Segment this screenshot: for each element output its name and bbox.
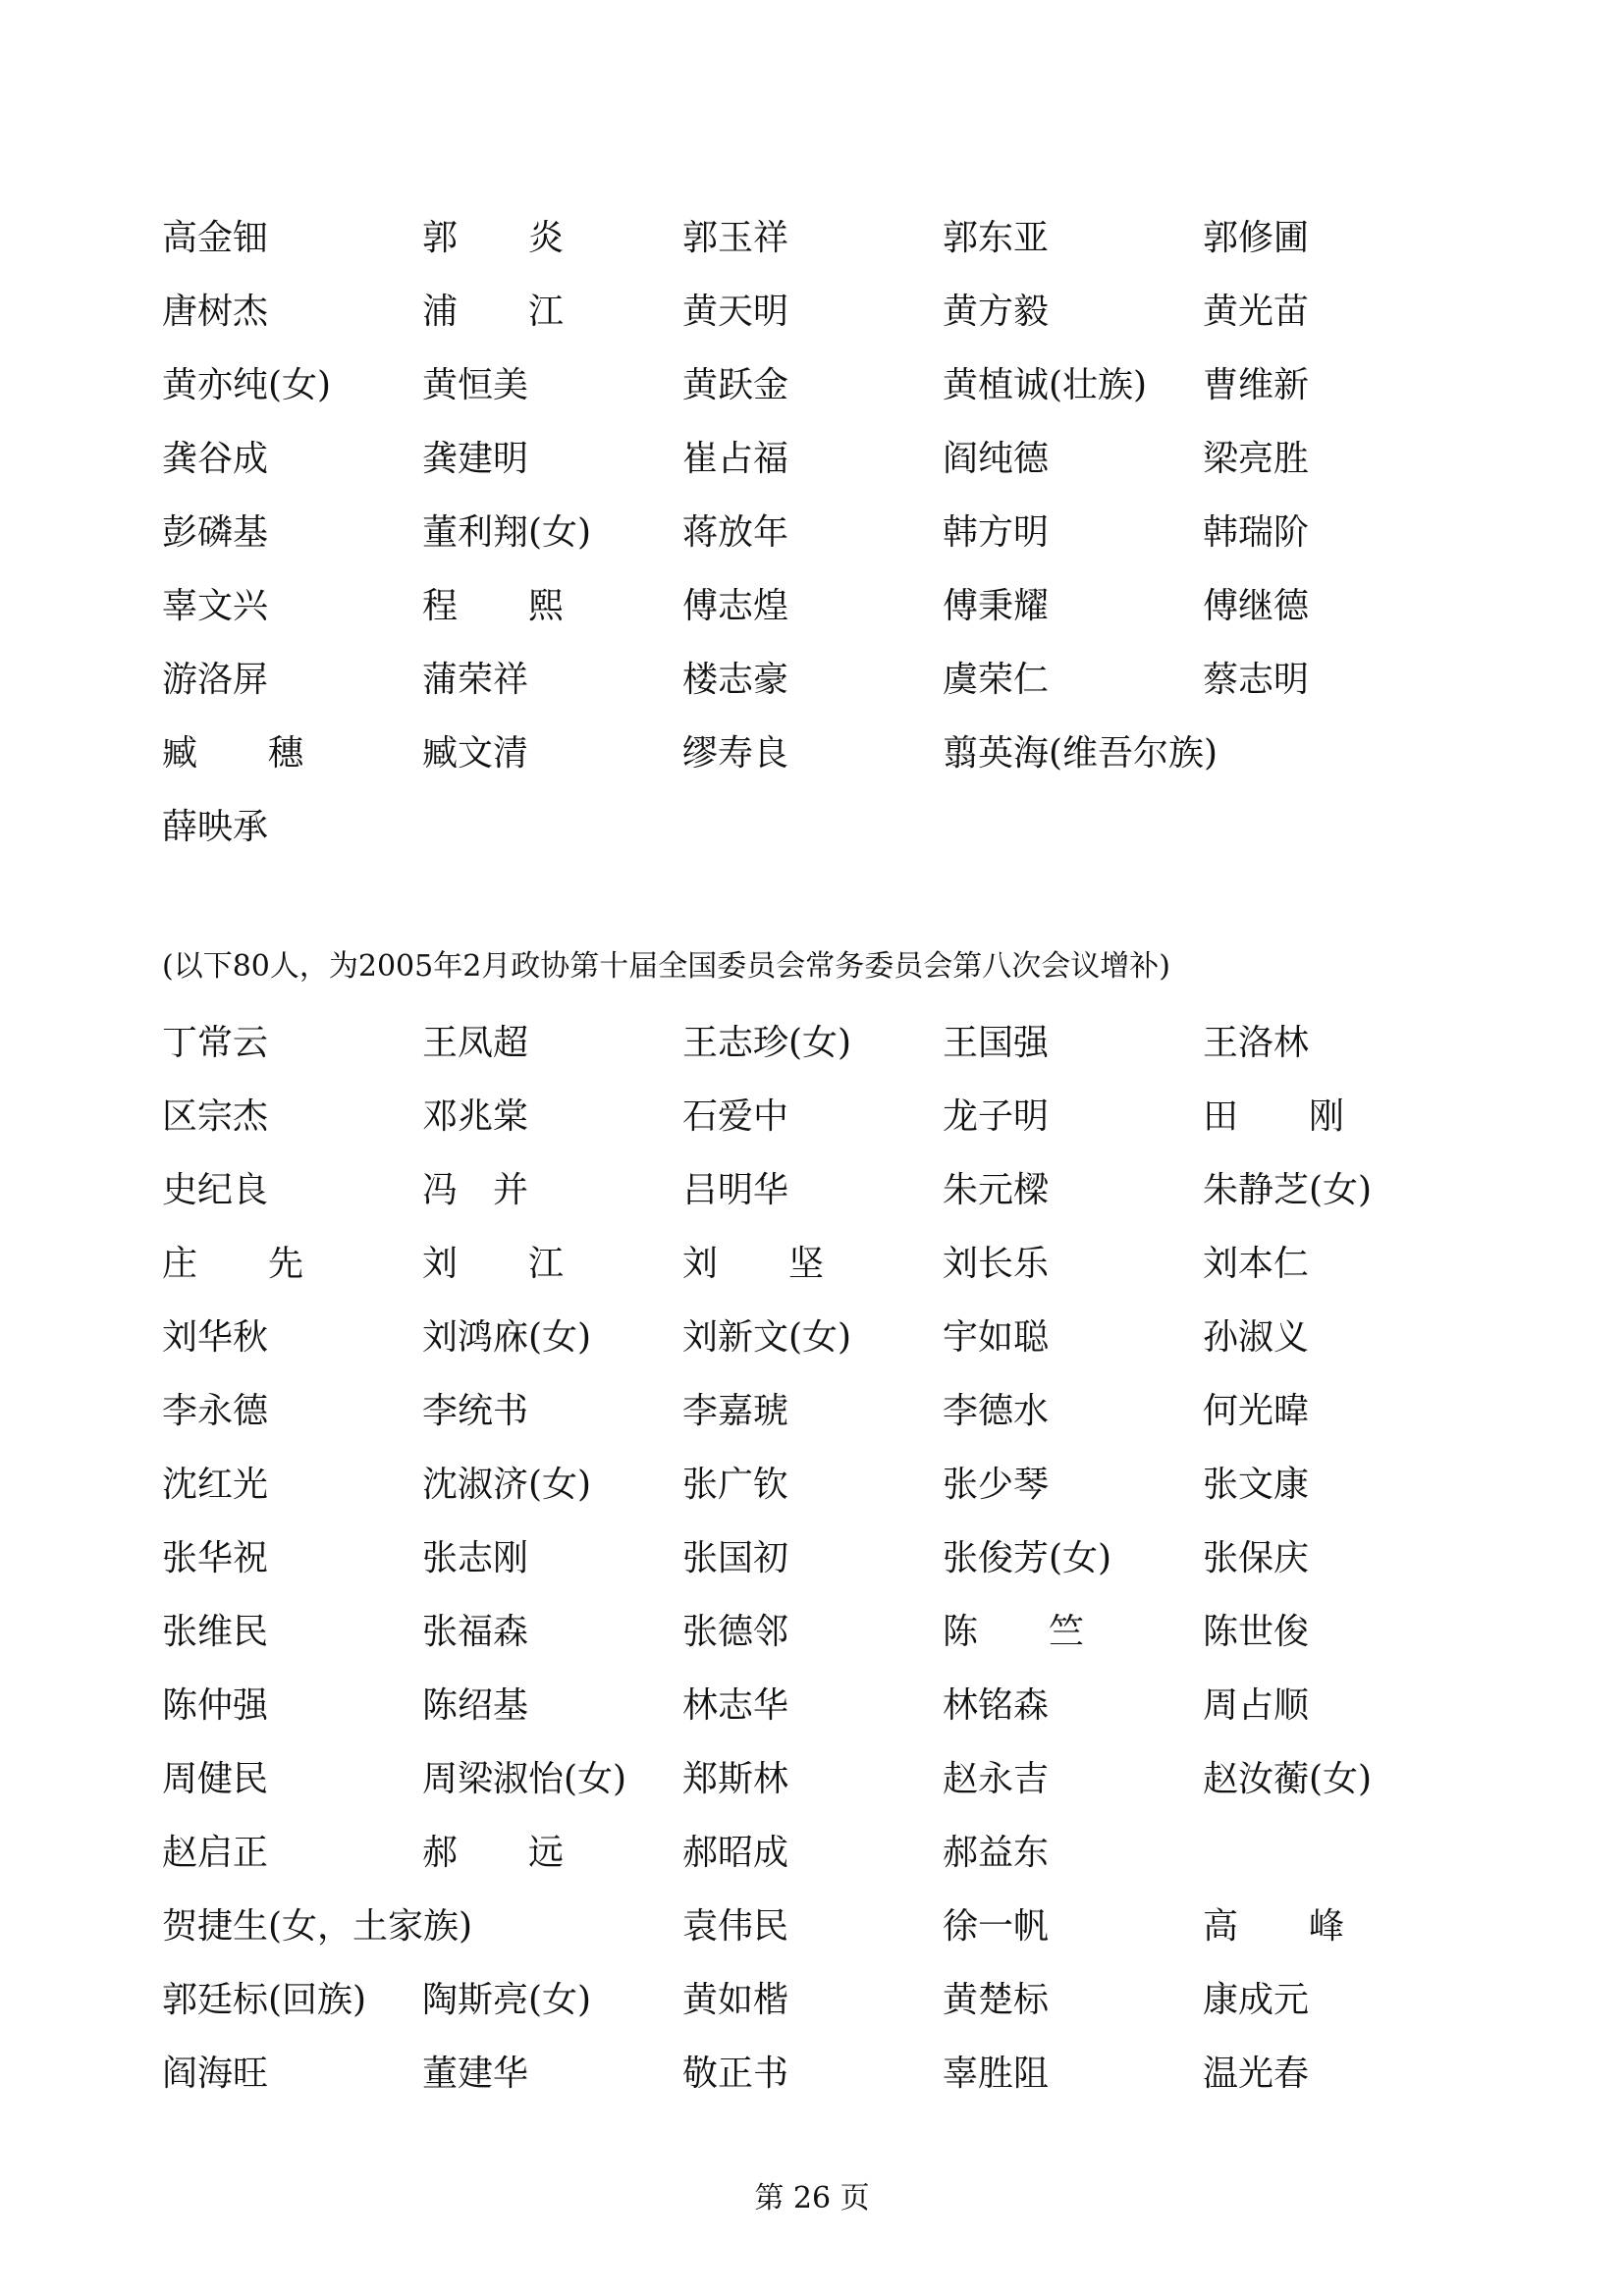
member-name: 蒋放年 [682, 512, 789, 553]
member-name: 缪寿良 [682, 733, 789, 774]
member-name: 梁亮胜 [1203, 439, 1310, 479]
member-name: 孙淑义 [1203, 1317, 1310, 1358]
member-name: 张广钦 [682, 1465, 789, 1505]
member-name: 董建华 [422, 2054, 529, 2094]
member-name: 朱元樑 [943, 1170, 1050, 1210]
member-name: 郝 远 [422, 1833, 565, 1873]
member-name: 陈仲强 [162, 1685, 269, 1726]
member-name: 傅继德 [1203, 586, 1310, 626]
member-name: 赵汝蘅(女) [1203, 1759, 1373, 1799]
member-name: 黄楚标 [943, 1980, 1050, 2020]
member-name: 冯 并 [422, 1170, 529, 1210]
member-name: 史纪良 [162, 1170, 269, 1210]
member-name: 程 熙 [422, 586, 565, 626]
member-name: 沈淑济(女) [422, 1465, 592, 1505]
name-row [162, 348, 1488, 422]
member-name: 石爱中 [682, 1096, 789, 1137]
member-name: 张福森 [422, 1612, 529, 1652]
member-name: 郭廷标(回族) [162, 1980, 367, 2020]
name-row [162, 1669, 1488, 1742]
member-name: 区宗杰 [162, 1096, 269, 1137]
member-name: 林志华 [682, 1685, 789, 1726]
name-row [162, 201, 1488, 275]
member-name: 臧 穗 [162, 733, 304, 774]
member-name: 刘新文(女) [682, 1317, 852, 1358]
supplement-note: (以下80人，为2005年2月政协第十届全国委员会常务委员会第八次会议增补) [162, 949, 1171, 984]
member-name: 陈 竺 [943, 1612, 1085, 1652]
member-name: 郑斯林 [682, 1759, 789, 1799]
member-name: 沈红光 [162, 1465, 269, 1505]
member-name: 黄如楷 [682, 1980, 789, 2020]
member-name: 浦 江 [422, 292, 565, 332]
member-name: 郭修圃 [1203, 218, 1310, 258]
member-name: 傅秉耀 [943, 586, 1050, 626]
name-row [162, 790, 1488, 864]
member-name: 徐一帆 [943, 1906, 1050, 1947]
name-row [162, 1374, 1488, 1448]
member-name: 张俊芳(女) [943, 1538, 1112, 1578]
name-row [162, 1890, 1488, 1963]
member-name: 贺捷生(女，土家族) [162, 1906, 473, 1947]
member-name: 李统书 [422, 1391, 529, 1431]
page-number: 第 26 页 [754, 2181, 870, 2216]
member-name: 黄方毅 [943, 292, 1050, 332]
member-name: 温光春 [1203, 2054, 1310, 2094]
member-name: 唐树杰 [162, 292, 269, 332]
name-row [162, 1006, 1488, 1080]
name-row [162, 422, 1488, 496]
member-name: 周占顺 [1203, 1685, 1310, 1726]
name-row [162, 1080, 1488, 1153]
member-name: 袁伟民 [682, 1906, 789, 1947]
member-name: 张华祝 [162, 1538, 269, 1578]
member-name: 刘鸿庥(女) [422, 1317, 592, 1358]
member-name: 韩方明 [943, 512, 1050, 553]
member-name: 高 峰 [1203, 1906, 1345, 1947]
member-name: 吕明华 [682, 1170, 789, 1210]
name-row [162, 1448, 1488, 1522]
member-name: 游洛屏 [162, 660, 269, 700]
name-row [162, 1595, 1488, 1669]
name-row [162, 1963, 1488, 2037]
member-name: 张保庆 [1203, 1538, 1310, 1578]
member-name: 何光暐 [1203, 1391, 1310, 1431]
member-name: 辜文兴 [162, 586, 269, 626]
member-name: 傅志煌 [682, 586, 789, 626]
member-name: 周健民 [162, 1759, 269, 1799]
member-name: 刘本仁 [1203, 1244, 1310, 1284]
name-row [162, 1301, 1488, 1374]
member-name: 龚谷成 [162, 439, 269, 479]
member-name: 庄 先 [162, 1244, 304, 1284]
member-name: 黄天明 [682, 292, 789, 332]
member-name: 宇如聪 [943, 1317, 1050, 1358]
name-row [162, 275, 1488, 348]
member-list-section-2 [162, 1006, 1488, 2110]
name-row [162, 1742, 1488, 1816]
member-name: 臧文清 [422, 733, 529, 774]
member-name: 王国强 [943, 1023, 1050, 1063]
member-name: 林铭森 [943, 1685, 1050, 1726]
member-name: 赵永吉 [943, 1759, 1050, 1799]
name-row [162, 1227, 1488, 1301]
member-name: 李永德 [162, 1391, 269, 1431]
member-name: 李嘉琥 [682, 1391, 789, 1431]
member-name: 王凤超 [422, 1023, 529, 1063]
member-name: 张文康 [1203, 1465, 1310, 1505]
member-name: 王洛林 [1203, 1023, 1310, 1063]
member-name: 蔡志明 [1203, 660, 1310, 700]
name-row [162, 717, 1488, 790]
member-name: 敬正书 [682, 2054, 789, 2094]
member-name: 辜胜阻 [943, 2054, 1050, 2094]
member-name: 陈绍基 [422, 1685, 529, 1726]
member-name: 翦英海(维吾尔族) [943, 733, 1218, 774]
member-name: 李德水 [943, 1391, 1050, 1431]
member-name: 郭玉祥 [682, 218, 789, 258]
member-name: 黄植诚(壮族) [943, 365, 1148, 405]
member-name: 龙子明 [943, 1096, 1050, 1137]
name-row [162, 1153, 1488, 1227]
member-name: 黄恒美 [422, 365, 529, 405]
member-name: 高金钿 [162, 218, 269, 258]
member-name: 虞荣仁 [943, 660, 1050, 700]
member-name: 丁常云 [162, 1023, 269, 1063]
member-name: 崔占福 [682, 439, 789, 479]
member-name: 韩瑞阶 [1203, 512, 1310, 553]
member-name: 郭东亚 [943, 218, 1050, 258]
member-name: 阎纯德 [943, 439, 1050, 479]
member-name: 曹维新 [1203, 365, 1310, 405]
member-name: 朱静芝(女) [1203, 1170, 1373, 1210]
member-name: 张德邻 [682, 1612, 789, 1652]
member-name: 张国初 [682, 1538, 789, 1578]
member-name: 刘 江 [422, 1244, 565, 1284]
member-name: 郝益东 [943, 1833, 1050, 1873]
member-name: 阎海旺 [162, 2054, 269, 2094]
member-name: 刘长乐 [943, 1244, 1050, 1284]
member-name: 刘华秋 [162, 1317, 269, 1358]
name-row [162, 2037, 1488, 2110]
member-name: 赵启正 [162, 1833, 269, 1873]
member-name: 黄亦纯(女) [162, 365, 332, 405]
member-name: 蒲荣祥 [422, 660, 529, 700]
member-name: 楼志豪 [682, 660, 789, 700]
member-name: 张志刚 [422, 1538, 529, 1578]
name-row [162, 569, 1488, 643]
member-name: 彭磷基 [162, 512, 269, 553]
member-list-section-1 [162, 201, 1488, 864]
member-name: 陶斯亮(女) [422, 1980, 592, 2020]
member-name: 龚建明 [422, 439, 529, 479]
member-name: 郭 炎 [422, 218, 565, 258]
name-row [162, 643, 1488, 717]
name-row [162, 1522, 1488, 1595]
member-name: 周梁淑怡(女) [422, 1759, 627, 1799]
member-name: 张维民 [162, 1612, 269, 1652]
member-name: 黄跃金 [682, 365, 789, 405]
member-name: 陈世俊 [1203, 1612, 1310, 1652]
member-name: 王志珍(女) [682, 1023, 852, 1063]
name-row [162, 496, 1488, 569]
member-name: 邓兆棠 [422, 1096, 529, 1137]
name-row [162, 1816, 1488, 1890]
member-name: 郝昭成 [682, 1833, 789, 1873]
member-name: 田 刚 [1203, 1096, 1345, 1137]
member-name: 张少琴 [943, 1465, 1050, 1505]
member-name: 董利翔(女) [422, 512, 592, 553]
member-name: 刘 坚 [682, 1244, 825, 1284]
member-name: 康成元 [1203, 1980, 1310, 2020]
member-name: 薛映承 [162, 807, 269, 847]
member-name: 黄光苗 [1203, 292, 1310, 332]
